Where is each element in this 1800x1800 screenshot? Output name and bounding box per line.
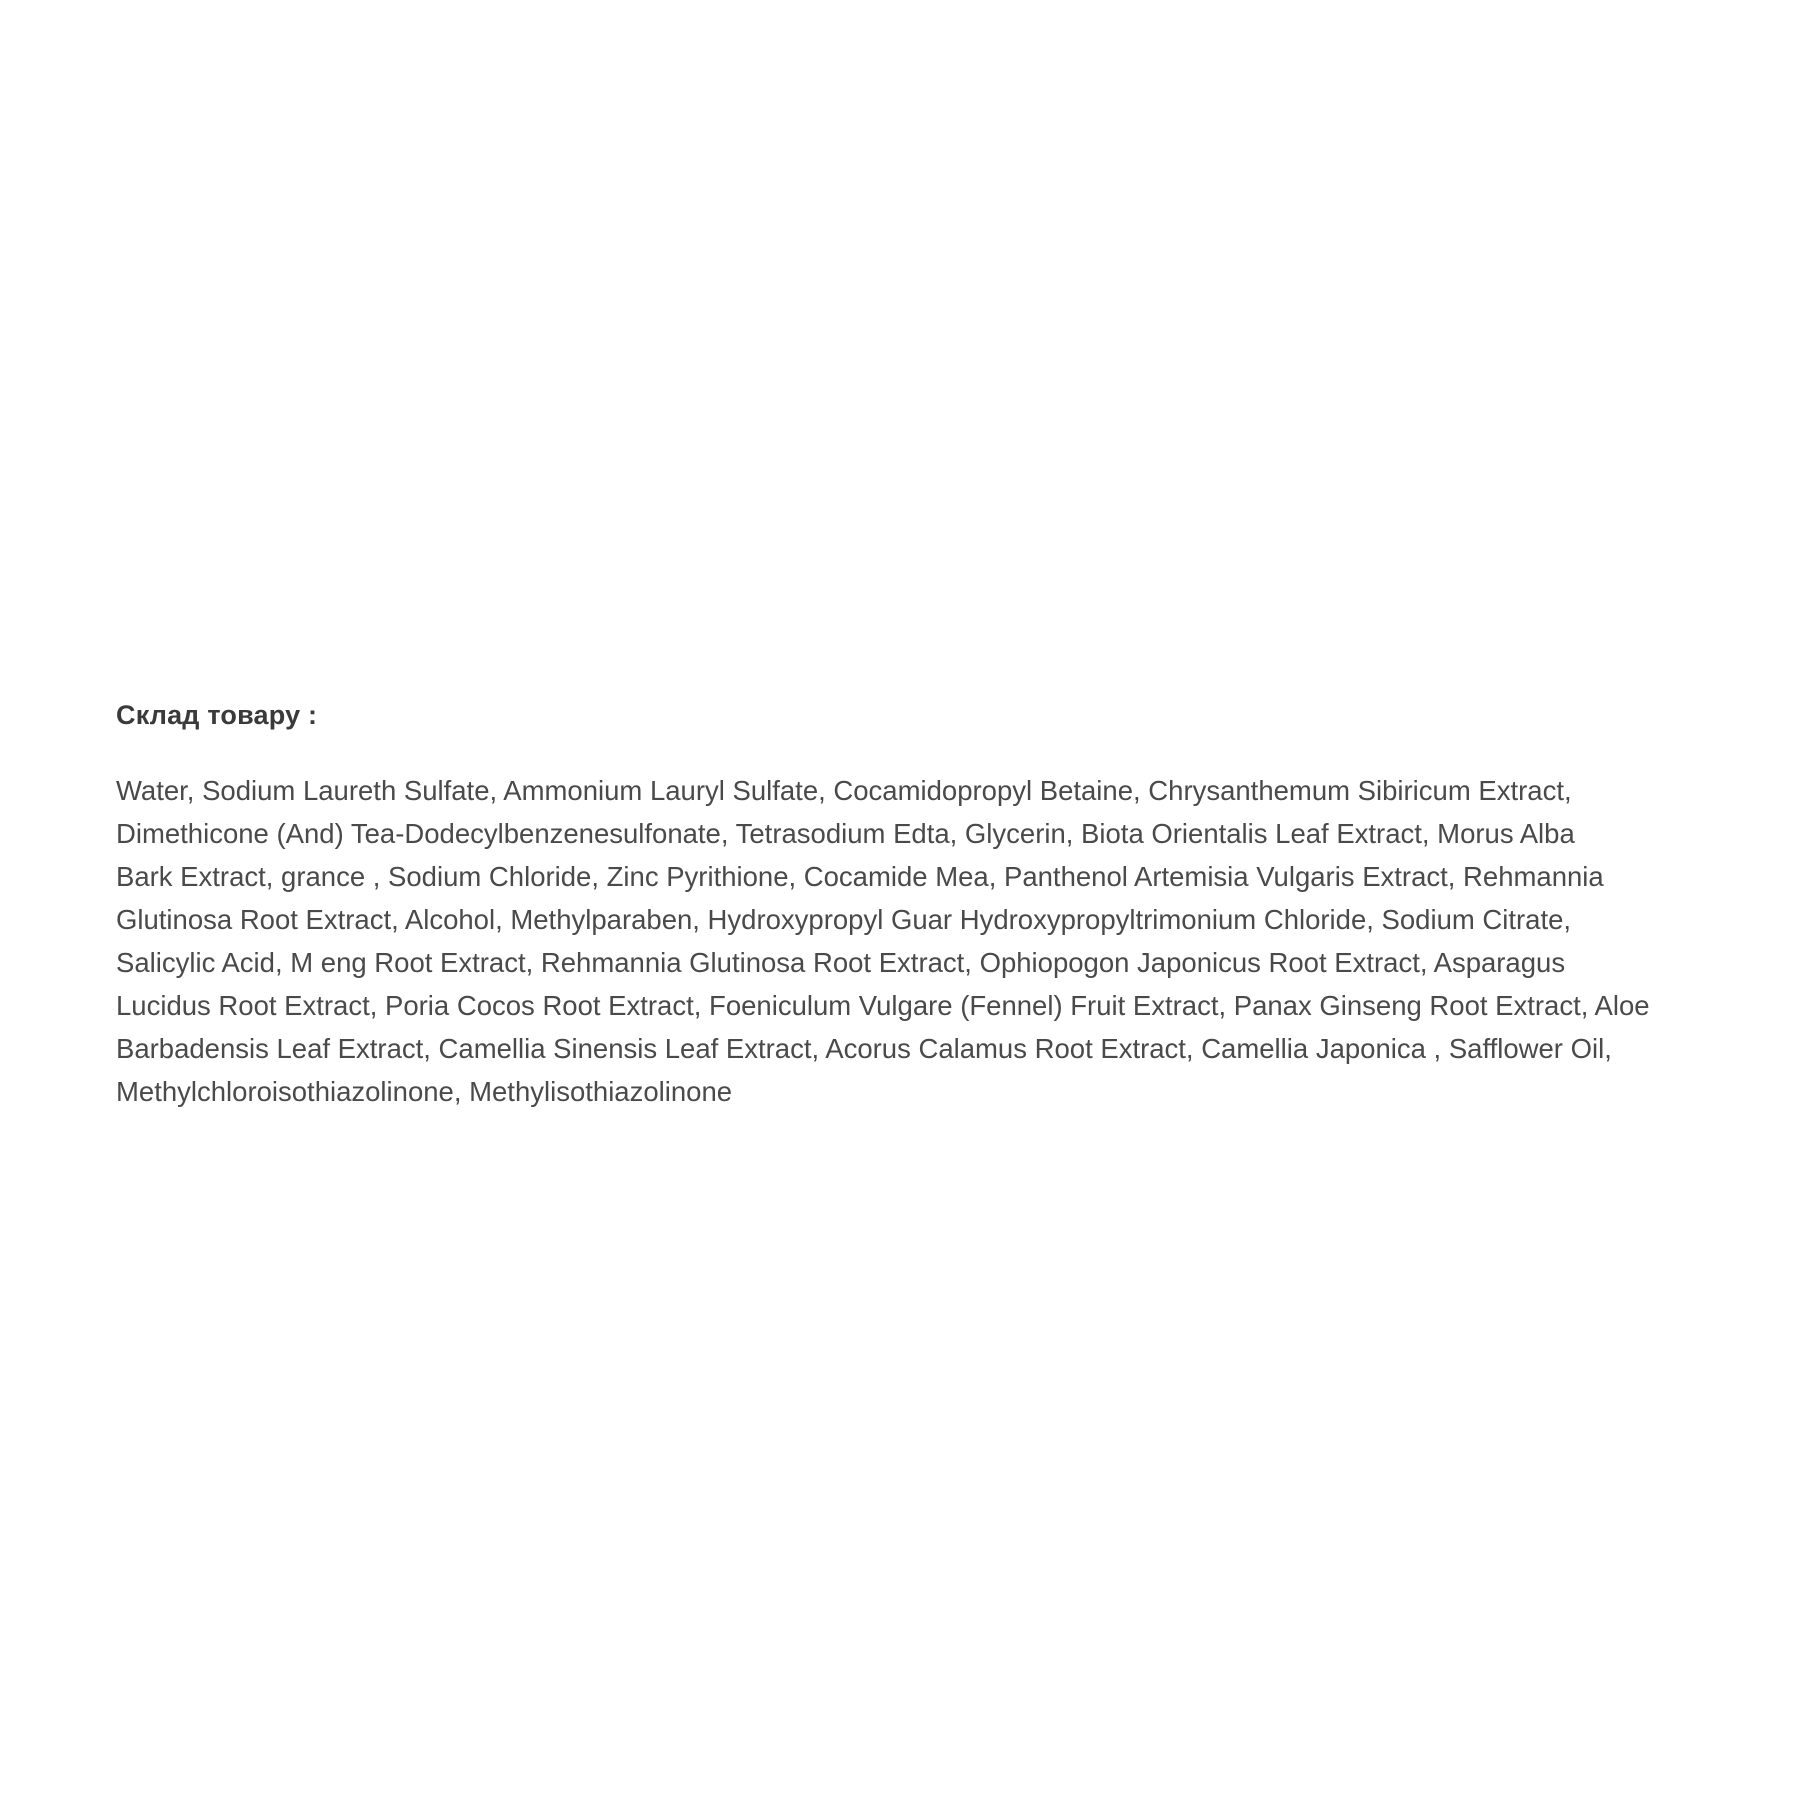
ingredients-line: Salicylic Acid, M eng Root Extract, Rehmannia Glutinosa Root Extract, Ophiopogon Japonicus Root Extract, Asparagus	[116, 947, 1566, 978]
ingredients-line: Methylchloroisothiazolinone, Methylisothiazolinone	[116, 1076, 733, 1107]
ingredients-line: Glutinosa Root Extract, Alcohol, Methylparaben, Hydroxypropyl Guar Hydroxypropyltrimonium Chloride, Sodium Citrate,	[116, 904, 1572, 935]
ingredients-text	[116, 769, 1716, 1113]
ingredients-line: Dimethicone (And) Tea-Dodecylbenzenesulfonate, Tetrasodium Edta, Glycerin, Biota Orientalis Leaf Extract, Morus Alba	[116, 818, 1575, 849]
ingredients-line: Bark Extract, grance , Sodium Chloride, Zinc Pyrithione, Cocamide Mea, Panthenol Artemisia Vulgaris Extract, Rehmannia	[116, 861, 1604, 892]
composition-heading: Склад товару :	[116, 700, 318, 730]
ingredients-line: Barbadensis Leaf Extract, Camellia Sinensis Leaf Extract, Acorus Calamus Root Extract, Camellia Japonica , Safflower Oil,	[116, 1033, 1612, 1064]
ingredients-line: Water, Sodium Laureth Sulfate, Ammonium Lauryl Sulfate, Cocamidopropyl Betaine, Chrysanthemum Sibiricum Extract,	[116, 775, 1572, 806]
composition-section	[116, 700, 1716, 1113]
ingredients-line: Lucidus Root Extract, Poria Cocos Root Extract, Foeniculum Vulgare (Fennel) Fruit Extract, Panax Ginseng Root Extract, Aloe	[116, 990, 1650, 1021]
